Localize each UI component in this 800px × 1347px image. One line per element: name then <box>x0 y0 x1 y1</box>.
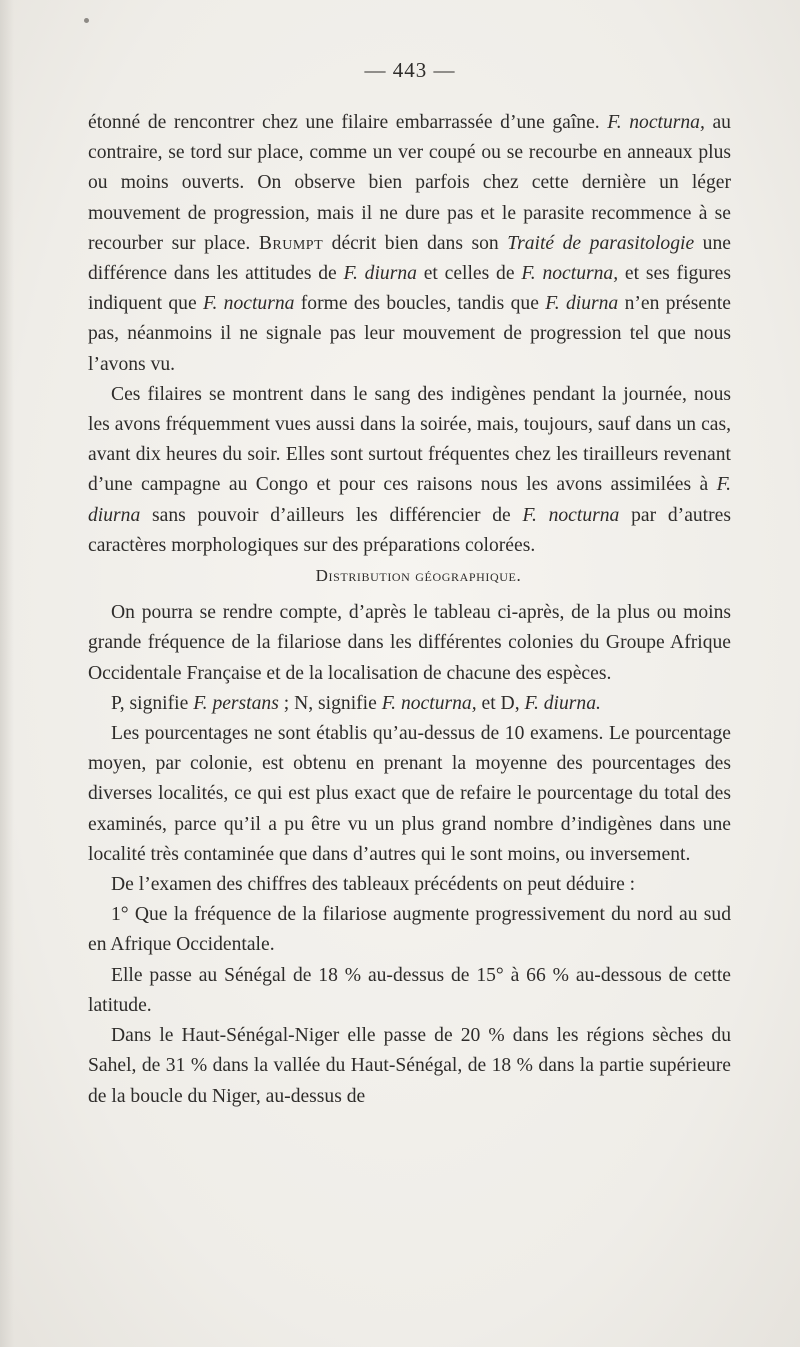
author-name: Brumpt <box>258 232 324 254</box>
text-run: Ces filaires se montrent dans le sang des indigènes pendant la journée, nous les avons fréquemment vues aussi dans la soirée, mais, toujours, sauf dans un cas, avant dix heures du soir. Elles sont surtout fréquentes chez les tirailleurs revenant d’une campagne au Congo et pour ces raisons nous les avons assimilées à <box>88 383 731 496</box>
text-run: décrit bien dans son <box>323 232 508 254</box>
text-run: et D, <box>476 692 525 714</box>
page-number: — 443 — <box>364 58 456 82</box>
italic-text: Traité de parasitologie <box>507 232 695 254</box>
paragraph <box>88 961 731 1021</box>
text-run: De l’examen des chiffres des tableaux précédents on peut déduire : <box>111 874 636 896</box>
paper-speck <box>84 18 89 23</box>
italic-text: F. diurna. <box>524 692 601 714</box>
italic-text: F. nocturna, <box>381 692 477 714</box>
paragraph <box>88 719 731 870</box>
paragraph <box>88 1021 731 1112</box>
italic-text: F. nocturna, <box>521 263 619 285</box>
paragraph <box>88 900 731 960</box>
text-run: ; N, signifie <box>278 692 382 714</box>
text-run: et ses figures indiquent que <box>88 263 731 315</box>
text-run: Les pourcentages ne sont établis qu’au-dessus de 10 examens. Le pourcentage moyen, par colonie, est obtenu en prenant la moyenne des pourcentages des diverses localités, ce qui est plus exact que de refaire le pourcentage du total des examinés, parce qu’il a pu être vu un plus grand nombre d’indigènes dans une localité très contaminée que dans d’autres qui le sont moins, ou inversement. <box>88 723 731 865</box>
text-run: n’en présente pas, néanmoins il ne signale pas leur mouvement de progression tel que nous l’avons vu. <box>88 293 732 375</box>
italic-text: F. nocturna <box>522 504 620 526</box>
text-run: au contraire, se tord sur place, comme un ver coupé ou se recourbe en anneaux plus ou moins ouverts. On observe bien parfois chez cette dernière un léger mouvement de progression, mais il ne dure pas et le parasite recommence à se recourber sur place. <box>88 112 731 254</box>
section-heading <box>88 561 731 591</box>
paragraph <box>88 870 731 900</box>
italic-text: F. nocturna <box>203 293 295 315</box>
page-edge-shadow <box>0 0 14 1347</box>
italic-text: F. nocturna, <box>607 112 705 133</box>
italic-text: F. perstans <box>193 692 279 714</box>
paragraph <box>88 598 731 689</box>
text-run: On pourra se rendre compte, d’après le tableau ci-après, de la plus ou moins grande fréquence de la filariose dans les différentes colonies du Groupe Afrique Occidentale Française et de la localisation de chacune des espèces. <box>88 602 731 684</box>
paragraph <box>88 108 731 380</box>
text-run: Distribution géographique. <box>315 566 522 586</box>
body-text <box>88 108 731 1112</box>
text-run: et celles de <box>416 263 522 285</box>
paragraph <box>88 380 731 561</box>
italic-text: F. diurna <box>545 293 619 315</box>
italic-text: F. diurna <box>343 263 417 285</box>
text-run: une différence dans les attitudes de <box>88 232 731 285</box>
text-run: sans pouvoir d’ailleurs les différencier de <box>140 504 523 526</box>
italic-text: F. diurna <box>88 474 731 526</box>
text-run: Elle passe au Sénégal de 18 % au-dessus de 15° à 66 % au-dessous de cette latitude. <box>88 964 731 1016</box>
paragraph <box>88 689 731 719</box>
text-run: P, signifie <box>111 692 194 714</box>
text-run: étonné de rencontrer chez une filaire embarrassée d’une gaîne. <box>88 112 608 133</box>
text-run: par d’autres caractères morphologiques sur des préparations colorées. <box>88 504 731 556</box>
text-run: forme des boucles, tandis que <box>294 293 546 315</box>
text-run: 1° Que la fréquence de la filariose augmente progressivement du nord au sud en Afrique Occidentale. <box>88 904 731 956</box>
text-run: Dans le Haut-Sénégal-Niger elle passe de 20 % dans les régions sèches du Sahel, de 31 % dans la vallée du Haut-Sénégal, de 18 % dans la partie supérieure de la boucle du Niger, au-dessus de <box>88 1025 731 1107</box>
